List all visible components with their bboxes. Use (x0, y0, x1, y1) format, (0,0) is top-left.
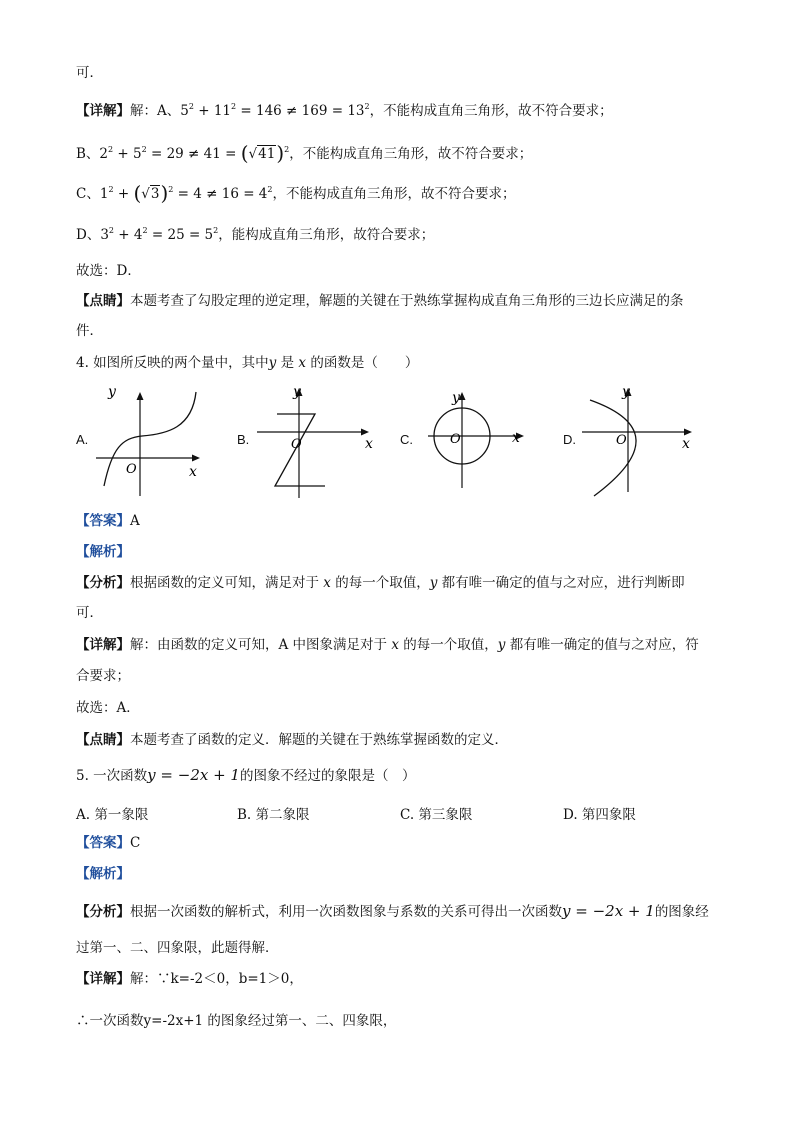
comment-3-line2: 件． (76, 323, 103, 339)
graph-c-x-label: x (512, 430, 520, 446)
graph-c-y-label: y (452, 390, 460, 406)
comment-3-line1: 【点睛】本题考查了勾股定理的逆定理，解题的关键在于熟练掌握构成直角三角形的三边长应满足的条 (76, 293, 684, 309)
analysis-5-heading: 【解析】 (76, 866, 130, 882)
question-4: 4. 如图所反映的两个量中，其中y 是 x 的函数是（ ） (76, 355, 419, 371)
option-a: A. 第一象限 (76, 807, 149, 823)
choose-d: 故选：D． (76, 263, 141, 279)
analysis-4-line1: 【分析】根据函数的定义可知，满足对于 x 的每一个取值，y 都有唯一确定的值与之对应，进行判断即 (76, 575, 685, 591)
analysis-4-heading: 【解析】 (76, 544, 130, 560)
detail-d-line: D、$3^2 + 4^2 = 25 = 5^2$，能构成直角三角形，故符合要求； (76, 226, 435, 243)
graph-d-label: D. (563, 432, 576, 447)
graph-a-label: A. (76, 432, 89, 447)
detail-a-line: 【详解】解：A、$5^2 + 11^2 = 146 \ne 169 = 13^2$，不能构成直角三角形，故不符合要求； (76, 102, 613, 119)
graph-d-y-label: y (622, 388, 630, 400)
option-d: D. 第四象限 (563, 807, 636, 823)
graph-d (580, 388, 700, 500)
comment-4: 【点睛】本题考查了函数的定义．解题的关键在于熟练掌握函数的定义． (76, 732, 508, 748)
question-5: 5. 一次函数y = −2x + 1的图象不经过的象限是（ ） (76, 766, 416, 784)
graph-c-label: C. (400, 432, 413, 447)
graph-b-origin: O (291, 437, 302, 452)
graph-a-origin: O (126, 462, 137, 477)
graph-a (92, 388, 212, 500)
choose-a: 故选：A． (76, 700, 140, 716)
detail-4-line1: 【详解】解：由函数的定义可知，A 中图象满足对于 x 的每一个取值，y 都有唯一确定的值与之对应，符 (76, 637, 699, 653)
graph-b-x-label: x (365, 436, 373, 452)
graph-a-y-label: y (108, 388, 116, 400)
graph-a-x-label: x (189, 464, 197, 480)
answer-4: 【答案】A (76, 513, 140, 529)
graph-d-x-label: x (682, 436, 690, 452)
analysis-5-line1: 【分析】根据一次函数的解析式，利用一次函数图象与系数的关系可得出一次函数y = −2x + 1的图象经 (76, 902, 709, 920)
analysis-5-line2: 过第一、二、四象限，此题得解． (76, 940, 279, 956)
graph-b-y-label: y (293, 388, 301, 400)
graph-d-origin: O (616, 433, 627, 448)
detail-c-line: C、$1^2 + (√3)^2 = 4 \ne 16 = 4^2$，不能构成直角三角形，故不符合要求； (76, 181, 516, 205)
detail-5-line1: 【详解】解：∵k=-2＜0，b=1＞0， (76, 971, 303, 987)
detail-heading: 【详解】 (76, 103, 130, 119)
option-c: C. 第三象限 (400, 807, 473, 823)
analysis-4-line2: 可． (76, 605, 103, 621)
answer-5: 【答案】C (76, 835, 141, 851)
graph-c (416, 388, 536, 500)
graph-b-label: B. (237, 432, 250, 447)
detail-4-line2: 合要求； (76, 668, 130, 684)
continuation-text: 可． (76, 65, 103, 81)
detail-b-line: B、$2^2 + 5^2 = 29 \ne 41 = (√41)^2$，不能构成直角三角形，故不符合要求； (76, 141, 533, 165)
graph-b (253, 388, 373, 500)
graph-c-origin: O (450, 432, 461, 447)
option-b: B. 第二象限 (237, 807, 310, 823)
detail-5-line2: ∴一次函数y=-2x+1 的图象经过第一、二、四象限， (76, 1013, 397, 1029)
